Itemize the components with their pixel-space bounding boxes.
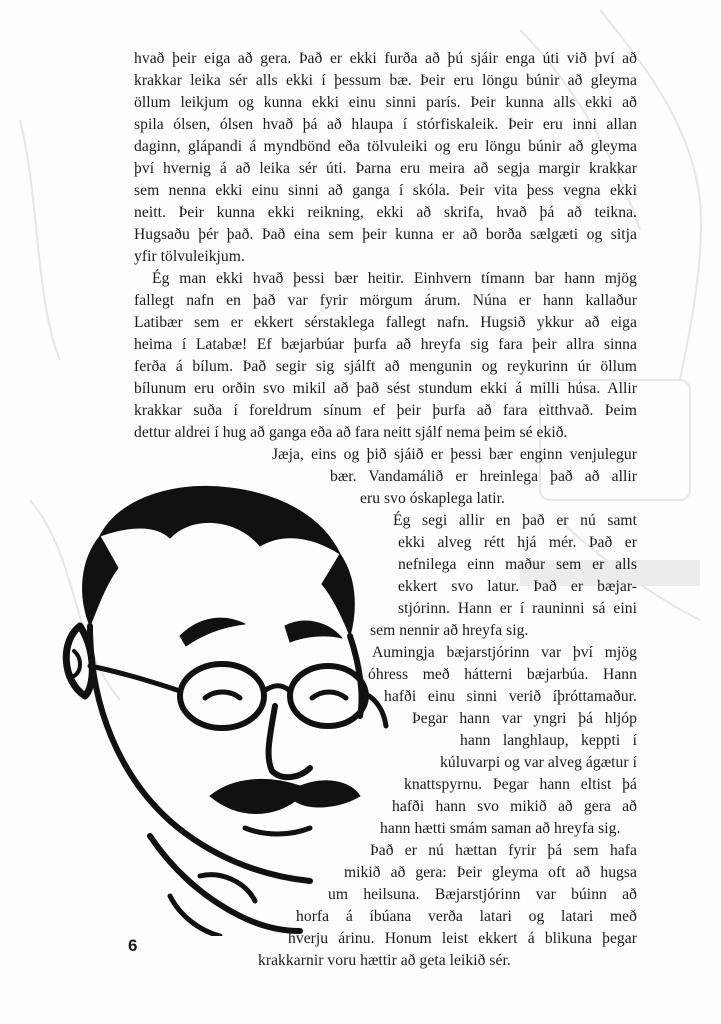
- text-line: Latibær sem er ekkert sérstaklega fallegt nafn. Hugsið ykkur að eiga: [134, 314, 637, 331]
- text-line: horfa á íbúana verða latari og latari með: [296, 908, 637, 925]
- text-line: því hvernig á að leika sér úti. Þarna eru meira að segja margir krakkar: [134, 160, 637, 177]
- text-line: kúluvarpi og var alveg ágætur í: [440, 754, 637, 771]
- text-line: knattspyrnu. Þegar hann eltist þá: [404, 776, 637, 793]
- text-line: krakkar leika sér alls ekki í þessum bæ. Þeir eru löngu búnir að gleyma: [134, 72, 637, 89]
- text-line: krakkarnir voru hættir að geta leikið sér.: [258, 952, 511, 969]
- text-line: bær. Vandamálið er hreinlega það að allir: [330, 468, 637, 485]
- text-line: hann langhlaup, keppti í: [460, 732, 637, 749]
- text-line: stjórinn. Hann er í rauninni sá eini: [398, 600, 637, 617]
- text-line: bílunum eru orðin svo mikil að það sést stundum ekki á milli húsa. Allir: [134, 380, 637, 397]
- text-line: fallegt nafn en það var fyrir mörgum árum. Núna er hann kallaður: [134, 292, 637, 309]
- text-line: mikið að gera: Þeir gleyma oft að hugsa: [344, 864, 637, 881]
- text-line: sem nennir að hreyfa sig.: [370, 622, 529, 639]
- text-line: Þegar hann var yngri þá hljóp: [412, 710, 637, 727]
- text-line: hafði hann svo mikið að gera að: [392, 798, 637, 815]
- text-line: neitt. Þeir kunna ekki reikning, ekki að skrifa, hvað þá að teikna.: [134, 204, 637, 221]
- text-line: Jæja, eins og þið sjáið er þessi bær enginn venjulegur: [272, 446, 637, 463]
- text-line: óhress með hátterni bæjarbúa. Hann: [368, 666, 637, 683]
- text-line: um heilsuna. Bæjarstjórinn var búinn að: [328, 886, 637, 903]
- text-line: Það er nú hættan fyrir þá sem hafa: [370, 842, 637, 859]
- text-line: ekkert svo latur. Það er bæjar-: [398, 578, 637, 595]
- text-line: ekki alveg rétt hjá mér. Það er: [398, 534, 637, 551]
- text-line: daginn, glápandi á myndbönd eða tölvuleiki og eru löngu búnir að gleyma: [134, 138, 637, 155]
- text-line: Hugsaðu þér það. Það eina sem þeir kunna er að borða sælgæti og sitja: [134, 226, 637, 243]
- text-line: hvað þeir eiga að gera. Það er ekki furða að þú sjáir enga úti við því að: [134, 50, 637, 67]
- text-line: ferða á bílum. Það segir sig sjálft að mengunin og reykurinn úr öllum: [134, 358, 637, 375]
- text-line: hafði einu sinni verið íþróttamaður.: [384, 688, 637, 705]
- text-line: sem nenna ekki einu sinni að ganga í skóla. Þeir vita þess vegna ekki: [134, 182, 637, 199]
- text-line: heima í Latabæ! Ef bæjarbúar þurfa að hreyfa sig fara þeir allra sinna: [134, 336, 637, 353]
- text-line: yfir tölvuleikjum.: [134, 248, 245, 265]
- text-line: Ég segi allir en það er nú samt: [393, 512, 637, 529]
- text-line: Ég man ekki hvað þessi bær heitir. Einhvern tímann bar hann mjög: [152, 270, 637, 287]
- text-line: dettur aldrei í hug að ganga eða að fara neitt sjálf nema þeim sé ekið.: [134, 424, 568, 441]
- text-line: öllum leikjum og kunna ekki einu sinni parís. Þeir kunna alls ekki að: [134, 94, 637, 111]
- text-line: nefnilega einn maður sem er alls: [398, 556, 637, 573]
- text-line: Aumingja bæjarstjórinn var því mjög: [372, 644, 637, 661]
- text-line: eru svo óskaplega latir.: [360, 490, 505, 507]
- text-line: hverju árinu. Honum leist ekkert á blikuna þegar: [288, 930, 637, 947]
- page-number: 6: [128, 936, 138, 955]
- text-line: krakkar suða í foreldrum sínum ef þeir þurfa að fara eitthvað. Þeim: [134, 402, 637, 419]
- text-line: spila ólsen, ólsen hvað þá að hlaupa í stórfiskaleik. Þeir eru inni allan: [134, 116, 637, 133]
- text-line: hann hætti smám saman að hreyfa sig.: [380, 820, 621, 837]
